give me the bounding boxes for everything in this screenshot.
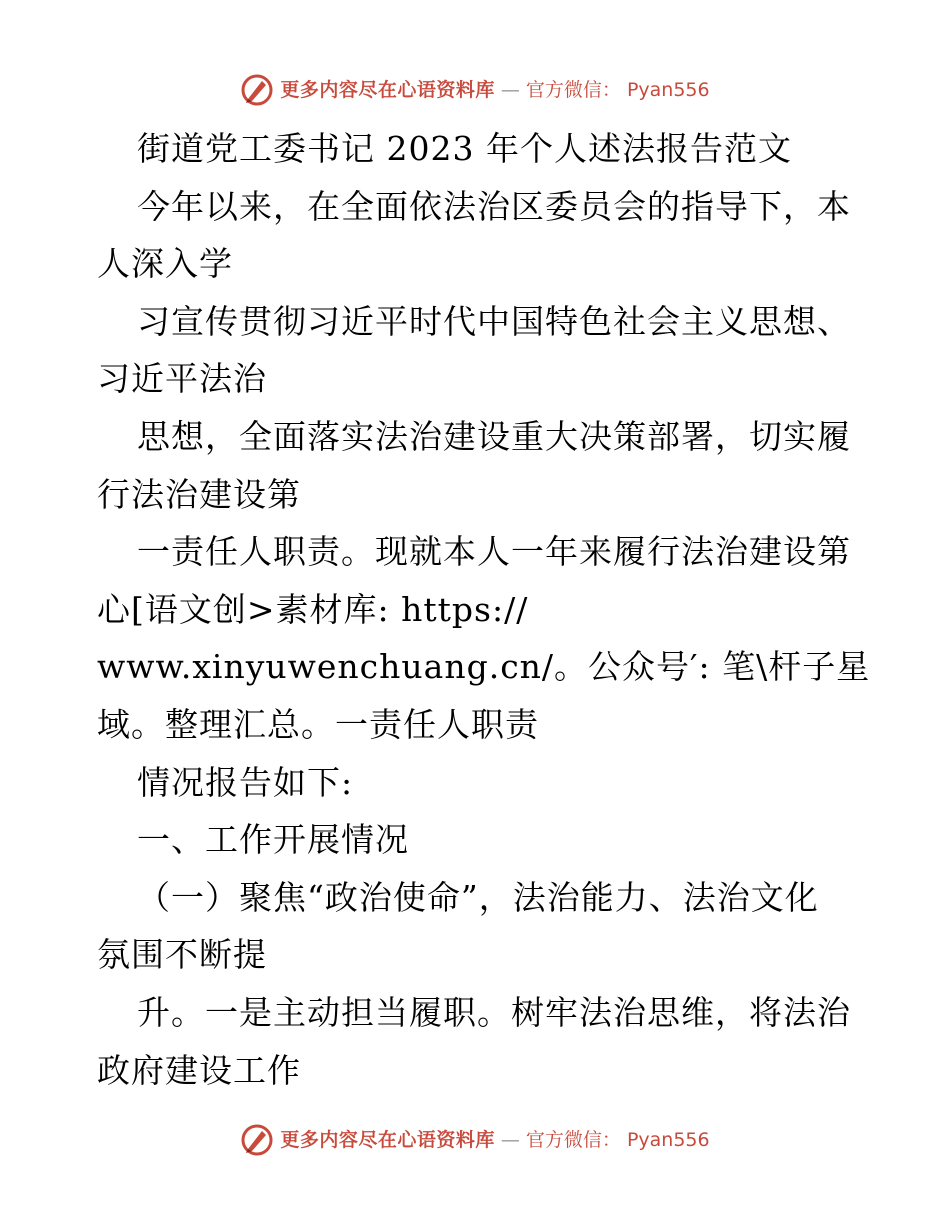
paragraph-line: 域。整理汇总。一责任人职责 bbox=[97, 704, 539, 744]
banner-main-text: 更多内容尽在心语资料库 bbox=[280, 1128, 495, 1151]
section-heading: 一、工作开展情况 bbox=[137, 820, 409, 860]
paragraph-line: 升。一是主动担当履职。树牢法治思维，将法治 bbox=[137, 992, 851, 1032]
banner-account: Pyan556 bbox=[626, 78, 710, 101]
banner-account: Pyan556 bbox=[626, 1128, 710, 1151]
banner-dash: — bbox=[500, 1128, 520, 1151]
paragraph-line: 氛围不断提 bbox=[97, 935, 267, 975]
paragraph-line: 人深入学 bbox=[97, 244, 233, 284]
footer-banner bbox=[0, 1120, 950, 1160]
banner-dash: — bbox=[500, 78, 520, 101]
paragraph-line: 一责任人职责。现就本人一年来履行法治建设第 bbox=[137, 532, 851, 572]
banner-sub-text: 官方微信： bbox=[525, 78, 621, 101]
header-banner bbox=[0, 70, 950, 110]
pen-logo-icon bbox=[240, 73, 274, 107]
paragraph-line: www.xinyuwenchuang.cn/。公众号′: 笔\杆子星 bbox=[97, 647, 871, 687]
paragraph-line: 情况报告如下: bbox=[137, 762, 354, 802]
paragraph-line: 行法治建设第 bbox=[97, 474, 301, 514]
pen-logo-icon bbox=[240, 1123, 274, 1157]
paragraph-line: 政府建设工作 bbox=[97, 1050, 301, 1090]
banner-main-text: 更多内容尽在心语资料库 bbox=[280, 78, 495, 101]
banner-sub-text: 官方微信： bbox=[525, 1128, 621, 1151]
paragraph-line: 习近平法治 bbox=[97, 359, 267, 399]
paragraph-line: 今年以来，在全面依法治区委员会的指导下，本 bbox=[137, 186, 851, 226]
paragraph-line: 思想，全面落实法治建设重大决策部署，切实履 bbox=[137, 416, 851, 456]
paragraph-line: 习宣传贯彻习近平时代中国特色社会主义思想、 bbox=[137, 301, 851, 341]
document-body bbox=[97, 120, 871, 1099]
paragraph-line: 心[语文创>素材库: https:// bbox=[97, 589, 529, 629]
subsection-heading: （一）聚焦“政治使命”，法治能力、法治文化 bbox=[137, 877, 819, 917]
document-title: 街道党工委书记 2023 年个人述法报告范文 bbox=[137, 129, 792, 168]
